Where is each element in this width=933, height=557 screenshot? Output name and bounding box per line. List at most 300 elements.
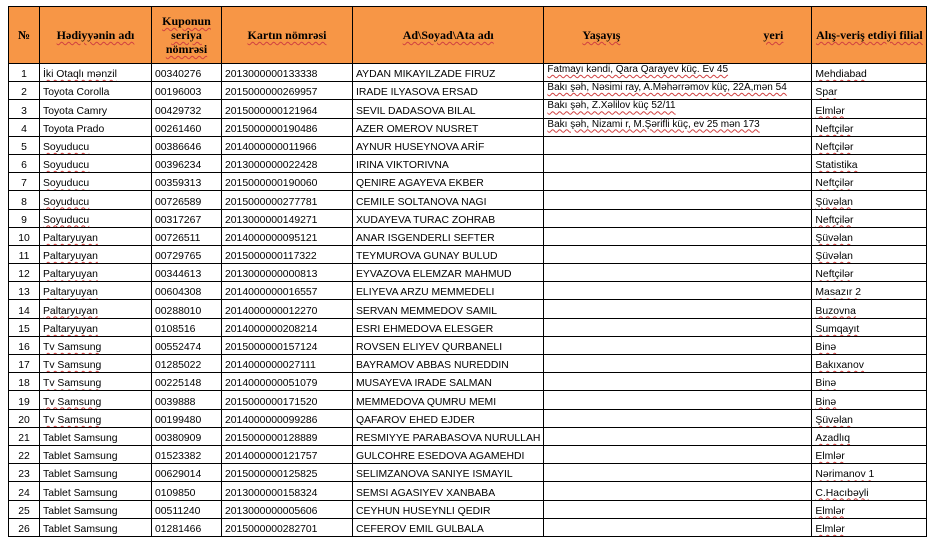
address-cell	[544, 336, 812, 354]
row-number-cell	[9, 118, 40, 136]
winner-name-cell	[353, 191, 544, 209]
header-row	[9, 7, 927, 64]
card-number-cell	[222, 245, 353, 263]
row-number-cell	[9, 300, 40, 318]
table-row	[9, 136, 927, 154]
header-name	[353, 7, 544, 64]
card-number-text: 2015000000157124	[225, 342, 318, 353]
coupon-cell	[152, 518, 222, 536]
gift-text: Tv Samsung	[43, 414, 102, 426]
winner-name-text: BAYRAMOV ABBAS NUREDDIN	[356, 360, 509, 372]
table-row	[9, 209, 927, 227]
card-number-text: 2015000000282701	[225, 523, 318, 535]
coupon-text: 0108516	[155, 323, 196, 335]
card-number-text: 2013000000000813	[225, 269, 318, 281]
winner-name-cell	[353, 118, 544, 136]
header-gift	[40, 7, 152, 64]
card-number-text: 2015000000190060	[225, 178, 318, 190]
winner-name-cell	[353, 154, 544, 172]
coupon-cell	[152, 427, 222, 445]
winner-name-text: ANAR ISGENDERLI SEFTER	[356, 232, 495, 244]
gift-text: Tv Samsung	[43, 396, 102, 408]
card-number-cell	[222, 464, 353, 482]
coupon-cell	[152, 191, 222, 209]
address-text: Bakı şəh, Nizami r, M.Şərifli küç, ev 25 mən 173	[547, 118, 760, 130]
table-row	[9, 464, 927, 482]
winner-name-text: SELIMZANOVA SANIYE ISMAYIL	[356, 469, 513, 481]
branch-text: Elmlər	[815, 105, 845, 117]
card-number-text: 2015000000117322	[225, 251, 317, 263]
table-body	[9, 64, 927, 537]
table-row	[9, 391, 927, 409]
branch-text: Sumqayıt	[815, 323, 860, 335]
gift-cell	[40, 318, 152, 336]
branch-cell	[812, 500, 927, 518]
coupon-cell	[152, 136, 222, 154]
address-text: Bakı şəh, Nəsimi ray, A.Məhərrəmov küç, 22A,mən 54	[547, 82, 787, 94]
header-address-right: yeri	[763, 28, 784, 42]
winners-table	[8, 6, 927, 537]
branch-text: Neftçilər	[815, 178, 854, 190]
table-row	[9, 409, 927, 427]
card-number-cell	[222, 173, 353, 191]
winner-name-cell	[353, 100, 544, 118]
row-number-text: 26	[18, 523, 30, 535]
winner-name-text: GULCOHRE ESEDOVA AGAMEHDI	[356, 451, 525, 463]
row-number-cell	[9, 100, 40, 118]
branch-cell	[812, 64, 927, 82]
branch-text: Nərimanov 1	[815, 469, 875, 481]
branch-cell	[812, 300, 927, 318]
row-number-text: 6	[21, 160, 27, 172]
row-number-text: 2	[21, 87, 27, 99]
address-cell	[544, 282, 812, 300]
table-row	[9, 282, 927, 300]
gift-cell	[40, 445, 152, 463]
address-cell	[544, 464, 812, 482]
winner-name-cell	[353, 445, 544, 463]
card-number-text: 2013000000149271	[225, 214, 318, 226]
coupon-cell	[152, 464, 222, 482]
winner-name-text: EYVAZOVA ELEMZAR MAHMUD	[356, 269, 512, 281]
branch-text: Buzovna	[815, 305, 856, 317]
winner-name-cell	[353, 391, 544, 409]
branch-text: Şüvəlan	[815, 414, 853, 426]
coupon-cell	[152, 118, 222, 136]
branch-cell	[812, 282, 927, 300]
gift-text: Soyuducu	[43, 178, 90, 190]
branch-text: Binə	[815, 378, 837, 390]
branch-text: Neftçilər	[815, 123, 854, 135]
coupon-text: 00726511	[155, 232, 201, 244]
gift-cell	[40, 100, 152, 118]
gift-cell	[40, 427, 152, 445]
table-row	[9, 300, 927, 318]
gift-text: Tablet Samsung	[43, 487, 118, 499]
card-number-cell	[222, 336, 353, 354]
table-row	[9, 427, 927, 445]
table-row	[9, 445, 927, 463]
coupon-text: 00380909	[155, 432, 202, 444]
address-text: Fatmayı kəndi, Qara Qarayev küç. Ev 45	[547, 64, 729, 75]
gift-text: Paltaryuyan	[43, 269, 98, 281]
branch-cell	[812, 445, 927, 463]
card-number-cell	[222, 391, 353, 409]
row-number-cell	[9, 82, 40, 100]
coupon-text: 01285022	[155, 360, 202, 372]
address-cell	[544, 355, 812, 373]
row-number-text: 21	[18, 432, 30, 444]
card-number-cell	[222, 191, 353, 209]
header-address-left: Yaşayış	[582, 28, 621, 42]
winner-name-cell	[353, 245, 544, 263]
gift-text: Tablet Samsung	[43, 469, 118, 481]
branch-cell	[812, 173, 927, 191]
winner-name-text: MUSAYEVA IRADE SALMAN	[356, 378, 492, 390]
gift-cell	[40, 136, 152, 154]
winner-name-cell	[353, 173, 544, 191]
row-number-text: 3	[21, 105, 27, 117]
coupon-text: 00317267	[155, 214, 202, 226]
gift-text: Tablet Samsung	[43, 523, 118, 535]
gift-text: İki Otaqlı mənzil	[43, 69, 117, 81]
winner-name-text: MEMMEDOVA QUMRU MEMI	[356, 396, 497, 408]
winner-name-text: ROVSEN ELIYEV QURBANELI	[356, 342, 503, 353]
coupon-cell	[152, 209, 222, 227]
card-number-text: 2015000000171520	[225, 396, 318, 408]
card-number-cell	[222, 355, 353, 373]
winner-name-text: XUDAYEVA TURAC ZOHRAB	[356, 214, 496, 226]
branch-text: Bakıxanov	[815, 360, 864, 372]
table-row	[9, 100, 927, 118]
card-number-cell	[222, 118, 353, 136]
branch-cell	[812, 373, 927, 391]
winner-name-cell	[353, 373, 544, 391]
card-number-cell	[222, 482, 353, 500]
table-row	[9, 118, 927, 136]
header-card-label: Kartın nömrəsi	[247, 28, 327, 42]
coupon-text: 00340276	[155, 69, 202, 81]
card-number-cell	[222, 64, 353, 82]
row-number-cell	[9, 64, 40, 82]
coupon-text: 00225148	[155, 378, 202, 390]
row-number-cell	[9, 500, 40, 518]
address-cell	[544, 118, 812, 136]
card-number-cell	[222, 282, 353, 300]
row-number-cell	[9, 209, 40, 227]
winner-name-cell	[353, 518, 544, 536]
row-number-cell	[9, 245, 40, 263]
card-number-cell	[222, 409, 353, 427]
winner-name-text: CEYHUN HUSEYNLI QEDIR	[356, 505, 491, 517]
gift-text: Tv Samsung	[43, 360, 102, 372]
coupon-text: 00199480	[155, 414, 202, 426]
gift-cell	[40, 391, 152, 409]
winner-name-cell	[353, 64, 544, 82]
address-cell	[544, 518, 812, 536]
row-number-text: 13	[18, 287, 30, 299]
card-number-cell	[222, 300, 353, 318]
table-row	[9, 173, 927, 191]
table-row	[9, 64, 927, 82]
coupon-text: 00729765	[155, 251, 202, 263]
address-cell	[544, 391, 812, 409]
row-number-cell	[9, 173, 40, 191]
card-number-text: 2014000000011966	[225, 141, 317, 153]
address-cell	[544, 500, 812, 518]
address-cell	[544, 445, 812, 463]
branch-text: Masazır 2	[815, 287, 862, 299]
card-number-cell	[222, 445, 353, 463]
coupon-text: 00604308	[155, 287, 202, 299]
branch-text: Spar	[815, 87, 838, 99]
winner-name-cell	[353, 82, 544, 100]
row-number-text: 16	[18, 342, 30, 353]
winner-name-text: QENIRE AGAYEVA EKBER	[356, 178, 484, 190]
gift-text: Tv Samsung	[43, 378, 102, 390]
gift-cell	[40, 409, 152, 427]
row-number-cell	[9, 445, 40, 463]
winner-name-text: IRADE ILYASOVA ERSAD	[356, 87, 478, 99]
card-number-text: 2013000000005606	[225, 505, 318, 517]
coupon-text: 00288010	[155, 305, 202, 317]
branch-cell	[812, 191, 927, 209]
row-number-text: 20	[18, 414, 30, 426]
row-number-text: 25	[18, 505, 30, 517]
table-row	[9, 154, 927, 172]
header-name-label: Ad\Soyad\Ata adı	[402, 28, 494, 42]
branch-cell	[812, 264, 927, 282]
branch-cell	[812, 482, 927, 500]
gift-text: Soyuducu	[43, 214, 90, 226]
gift-cell	[40, 64, 152, 82]
card-number-cell	[222, 100, 353, 118]
table-row	[9, 245, 927, 263]
coupon-cell	[152, 264, 222, 282]
gift-cell	[40, 482, 152, 500]
gift-cell	[40, 173, 152, 191]
row-number-cell	[9, 518, 40, 536]
branch-cell	[812, 100, 927, 118]
gift-cell	[40, 518, 152, 536]
winner-name-text: ESRI EHMEDOVA ELESGER	[356, 323, 494, 335]
branch-text: Elmlər	[815, 523, 845, 535]
branch-text: Şüvəlan	[815, 232, 853, 244]
winner-name-cell	[353, 355, 544, 373]
table-row	[9, 191, 927, 209]
table-row	[9, 264, 927, 282]
coupon-cell	[152, 64, 222, 82]
row-number-text: 24	[18, 487, 30, 499]
table-row	[9, 500, 927, 518]
card-number-text: 2014000000121757	[225, 451, 318, 463]
table-row	[9, 82, 927, 100]
card-number-cell	[222, 136, 353, 154]
branch-cell	[812, 154, 927, 172]
gift-text: Soyuducu	[43, 196, 90, 208]
card-number-text: 2014000000208214	[225, 323, 318, 335]
gift-cell	[40, 154, 152, 172]
row-number-cell	[9, 464, 40, 482]
table-row	[9, 227, 927, 245]
card-number-text: 2013000000158324	[225, 487, 318, 499]
coupon-text: 01523382	[155, 451, 202, 463]
coupon-text: 00196003	[155, 87, 202, 99]
row-number-text: 8	[21, 196, 27, 208]
card-number-text: 2014000000051079	[225, 378, 318, 390]
row-number-cell	[9, 427, 40, 445]
gift-text: Tablet Samsung	[43, 432, 118, 444]
gift-cell	[40, 282, 152, 300]
row-number-text: 7	[21, 178, 27, 190]
row-number-text: 18	[18, 378, 30, 390]
card-number-cell	[222, 82, 353, 100]
card-number-text: 2015000000190486	[225, 123, 318, 135]
gift-cell	[40, 118, 152, 136]
coupon-cell	[152, 373, 222, 391]
branch-text: Mehdiabad	[815, 69, 867, 81]
row-number-text: 1	[21, 69, 27, 81]
branch-cell	[812, 427, 927, 445]
row-number-text: 11	[18, 251, 30, 263]
card-number-text: 2014000000099286	[225, 414, 318, 426]
coupon-cell	[152, 300, 222, 318]
address-cell	[544, 409, 812, 427]
winner-name-text: CEFEROV EMIL GULBALA	[356, 523, 484, 535]
card-number-text: 2014000000016557	[225, 287, 318, 299]
gift-cell	[40, 300, 152, 318]
coupon-cell	[152, 391, 222, 409]
header-branch	[812, 7, 927, 64]
row-number-cell	[9, 391, 40, 409]
address-cell	[544, 191, 812, 209]
row-number-text: 19	[18, 396, 30, 408]
gift-text: Paltaryuyan	[43, 323, 98, 335]
winner-name-cell	[353, 300, 544, 318]
row-number-text: 15	[18, 323, 30, 335]
coupon-text: 0109850	[155, 487, 196, 499]
header-coupon-label: Kuponun seriya nömrəsi	[162, 14, 211, 56]
row-number-cell	[9, 191, 40, 209]
winner-name-text: IRINA VIKTORIVNA	[356, 160, 449, 172]
gift-text: Toyota Corolla	[43, 87, 110, 99]
coupon-text: 00511240	[155, 505, 201, 517]
gift-text: Toyota Prado	[43, 123, 105, 135]
gift-cell	[40, 373, 152, 391]
table-row	[9, 482, 927, 500]
gift-cell	[40, 464, 152, 482]
winner-name-text: CEMILE SOLTANOVA NAGI	[356, 196, 487, 208]
card-number-cell	[222, 518, 353, 536]
table-row	[9, 318, 927, 336]
coupon-cell	[152, 482, 222, 500]
winner-name-cell	[353, 500, 544, 518]
coupon-cell	[152, 445, 222, 463]
gift-text: Paltaryuyan	[43, 251, 98, 263]
branch-cell	[812, 355, 927, 373]
table-row	[9, 355, 927, 373]
coupon-cell	[152, 336, 222, 354]
address-cell	[544, 173, 812, 191]
header-no: №	[9, 7, 40, 64]
branch-text: Şüvəlan	[815, 196, 853, 208]
branch-cell	[812, 245, 927, 263]
branch-cell	[812, 209, 927, 227]
card-number-cell	[222, 264, 353, 282]
gift-text: Tablet Samsung	[43, 451, 118, 463]
coupon-cell	[152, 500, 222, 518]
branch-cell	[812, 518, 927, 536]
branch-text: Elmlər	[815, 451, 845, 463]
branch-text: Elmlər	[815, 505, 845, 517]
coupon-cell	[152, 409, 222, 427]
card-number-text: 2013000000133338	[225, 69, 318, 81]
header-branch-label: Alış-veriş etdiyi filial	[816, 28, 923, 42]
card-number-text: 2015000000128889	[225, 432, 318, 444]
branch-cell	[812, 227, 927, 245]
branch-text: Neftçilər	[815, 269, 854, 281]
branch-cell	[812, 136, 927, 154]
branch-cell	[812, 82, 927, 100]
winner-name-cell	[353, 136, 544, 154]
address-cell	[544, 482, 812, 500]
address-text: Bakı şəh, Z.Xəlilov küç 52/11	[547, 100, 676, 112]
coupon-cell	[152, 100, 222, 118]
address-cell	[544, 264, 812, 282]
row-number-text: 22	[18, 451, 30, 463]
winner-name-text: AYNUR HUSEYNOVA ARİF	[356, 141, 485, 153]
card-number-text: 2014000000012270	[225, 305, 318, 317]
branch-cell	[812, 118, 927, 136]
coupon-cell	[152, 355, 222, 373]
gift-text: Paltaryuyan	[43, 287, 98, 299]
winner-name-text: RESMIYYE PARABASOVA NURULLAH	[356, 432, 541, 444]
row-number-cell	[9, 409, 40, 427]
header-coupon	[152, 7, 222, 64]
branch-cell	[812, 464, 927, 482]
card-number-cell	[222, 373, 353, 391]
coupon-cell	[152, 318, 222, 336]
table-row	[9, 518, 927, 536]
card-number-cell	[222, 209, 353, 227]
winner-name-text: SERVAN MEMMEDOV SAMIL	[356, 305, 498, 317]
row-number-cell	[9, 482, 40, 500]
card-number-text: 2015000000277781	[225, 196, 318, 208]
coupon-cell	[152, 173, 222, 191]
row-number-cell	[9, 227, 40, 245]
row-number-cell	[9, 373, 40, 391]
address-cell	[544, 154, 812, 172]
winner-name-cell	[353, 409, 544, 427]
gift-cell	[40, 227, 152, 245]
card-number-cell	[222, 500, 353, 518]
gift-text: Soyuducu	[43, 141, 90, 153]
gift-cell	[40, 209, 152, 227]
winner-name-cell	[353, 482, 544, 500]
coupon-cell	[152, 227, 222, 245]
branch-cell	[812, 391, 927, 409]
winner-name-cell	[353, 336, 544, 354]
address-cell	[544, 100, 812, 118]
winner-name-cell	[353, 318, 544, 336]
row-number-cell	[9, 264, 40, 282]
card-number-cell	[222, 227, 353, 245]
branch-text: Azadlıq	[815, 432, 851, 444]
card-number-text: 2014000000095121	[225, 232, 318, 244]
gift-cell	[40, 264, 152, 282]
header-gift-label: Hədiyyənin adı	[56, 28, 135, 42]
card-number-cell	[222, 427, 353, 445]
